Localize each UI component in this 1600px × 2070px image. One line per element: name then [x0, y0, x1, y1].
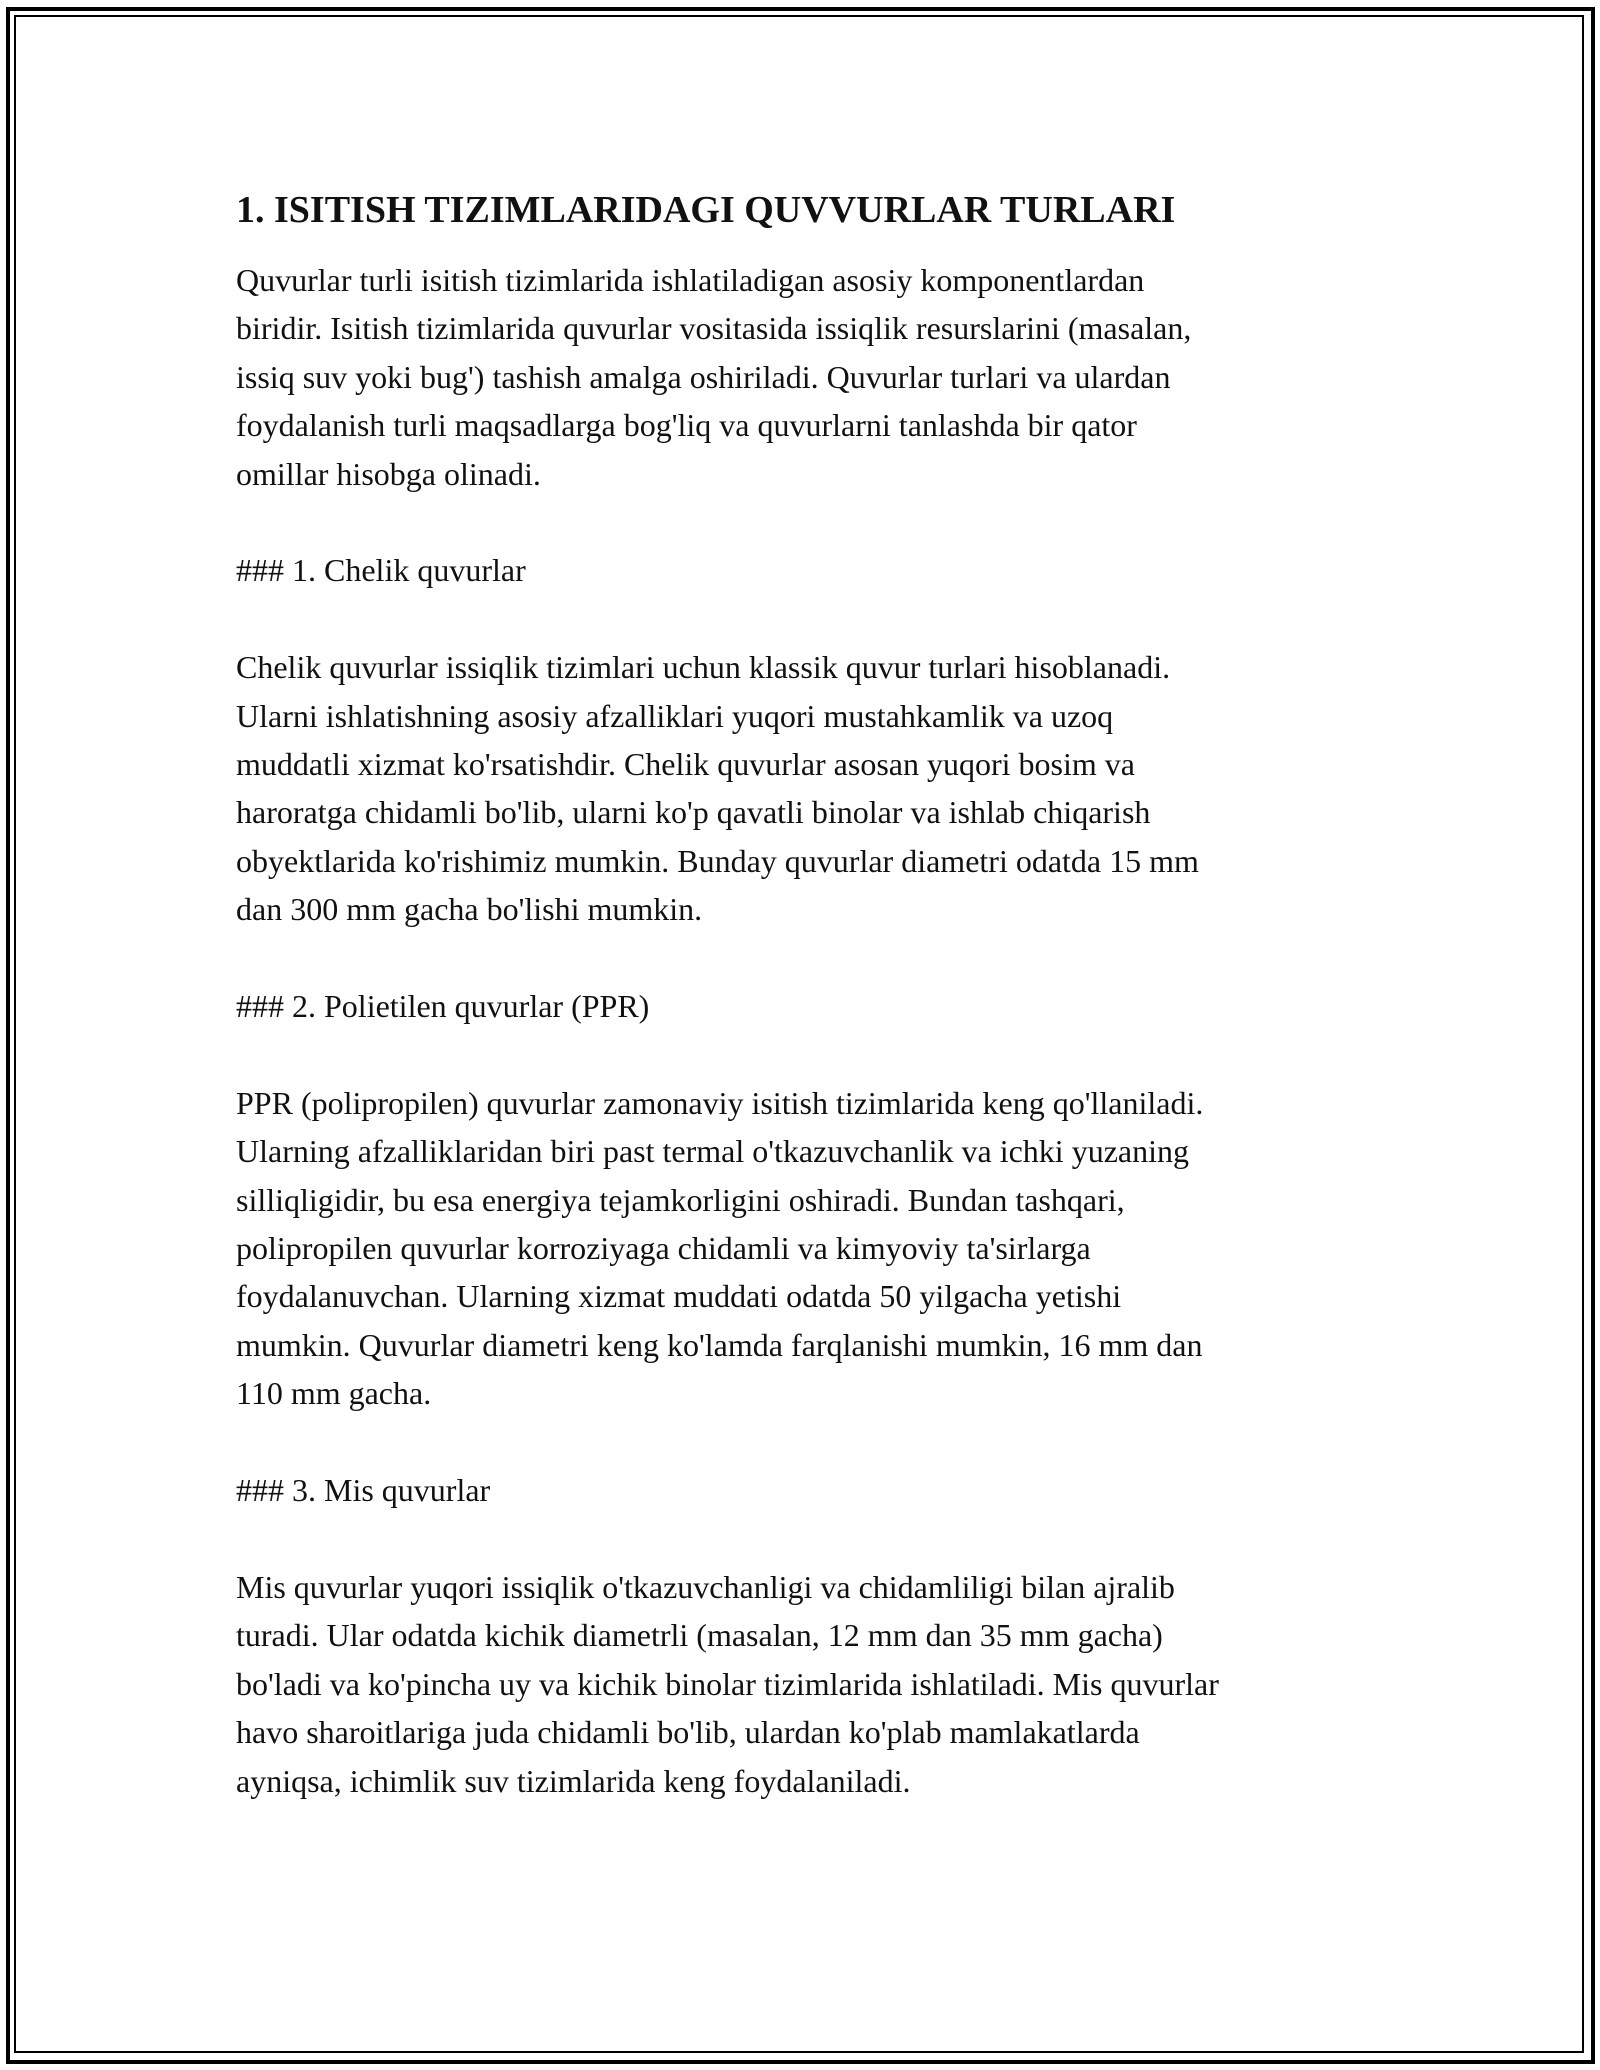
section-body-mis: Mis quvurlar yuqori issiqlik o'tkazuvchanligi va chidamliligi bilan ajralib turadi. Ular odatda kichik diametrli (masalan, 12 mm dan 35 mm gacha) bo'ladi va ko'pincha uy va kichik binolar tizimlarida ishlatiladi. Mis quvurlar havo sharoitlariga juda chidamli bo'lib, ulardan ko'plab mamlakatlarda ayniqsa, ichimlik suv tizimlarida keng foydalaniladi.: [236, 1568, 1219, 1799]
document-title: 1. ISITISH TIZIMLARIDAGI QUVVURLAR TURLARI: [236, 189, 1176, 231]
section-body-ppr: PPR (polipropilen) quvurlar zamonaviy isitish tizimlarida keng qo'llaniladi. Ularning afzalliklaridan biri past termal o'tkazuvchanlik va ichki yuzaning silliqligidir, bu esa energiya tejamkorligini oshiradi. Bundan tashqari, polipropilen quvurlar korroziyaga chidamli va kimyoviy ta'sirlarga foydalanuvchan. Ularning xizmat muddati odatda 50 yilgacha yetishi mumkin. Quvurlar diametri keng ko'lamda farqlanishi mumkin, 16 mm dan 110 mm gacha.: [236, 1084, 1204, 1412]
section-body-chelik: Chelik quvurlar issiqlik tizimlari uchun klassik quvur turlari hisoblanadi. Ularni ishlatishning asosiy afzalliklari yuqori mustahkamlik va uzoq muddatli xizmat ko'rsatishdir. Chelik quvurlar asosan yuqori bosim va haroratga chidamli bo'lib, ularni ko'p qavatli binolar va ishlab chiqarish obyektlarida ko'rishimiz mumkin. Bunday quvurlar diametri odatda 15 mm dan 300 mm gacha bo'lishi mumkin.: [236, 649, 1199, 928]
intro-paragraph: Quvurlar turli isitish tizimlarida ishlatiladigan asosiy komponentlardan biridir. Isitish tizimlarida quvurlar vositasida issiqlik resurslarini (masalan, issiq suv yoki bug') tashish amalga oshiriladi. Quvurlar turlari va ulardan foydalanish turli maqsadlarga bog'liq va quvurlarni tanlashda bir qator omillar hisobga olinadi.: [236, 262, 1192, 492]
section-heading-mis: ### 3. Mis quvurlar: [236, 1472, 491, 1509]
document-content: [236, 186, 1376, 1805]
section-heading-chelik: ### 1. Chelik quvurlar: [236, 552, 526, 589]
section-heading-ppr: ### 2. Polietilen quvurlar (PPR): [236, 988, 650, 1025]
